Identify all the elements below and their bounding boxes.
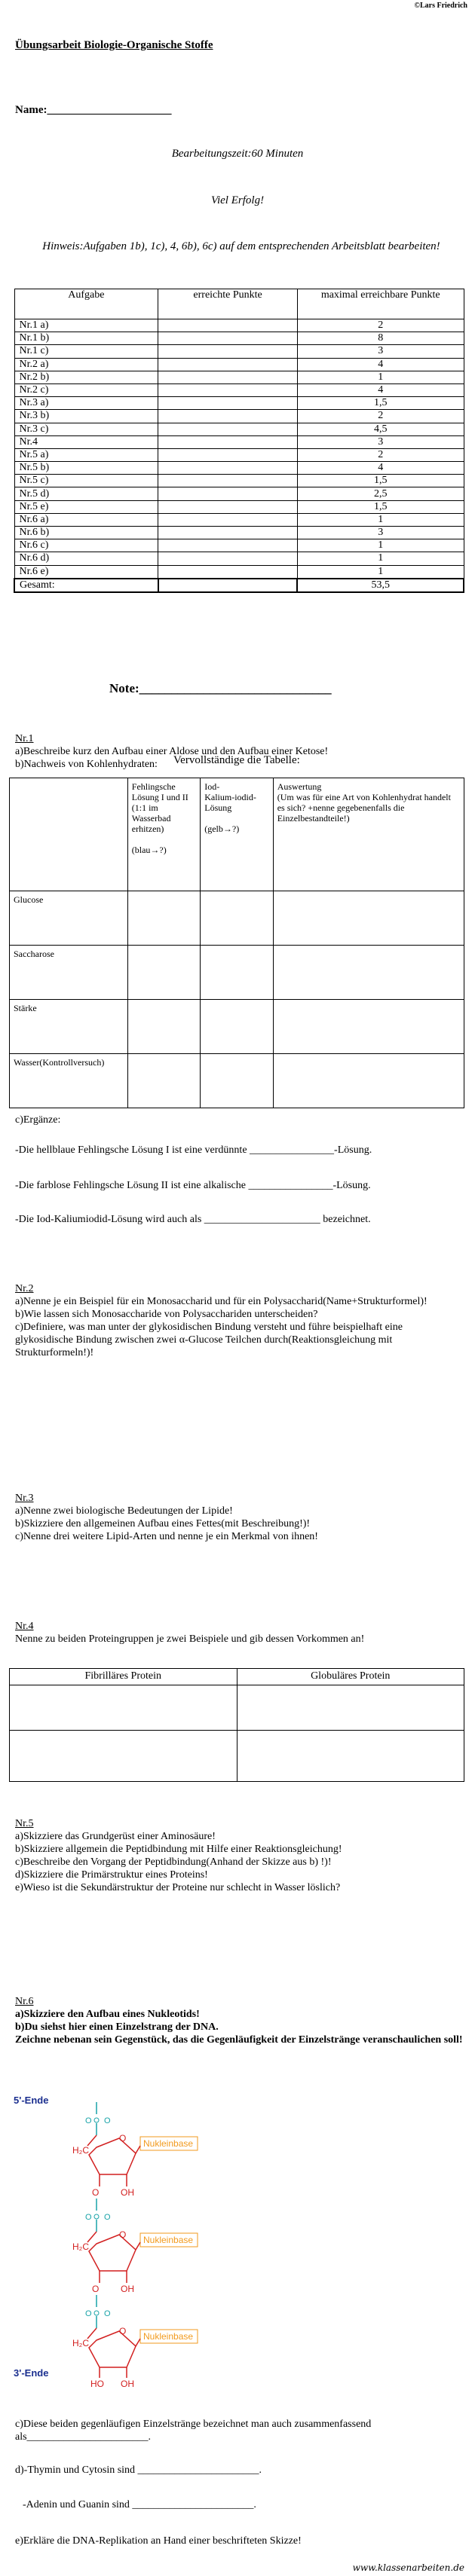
svg-text:H₂C: H₂C — [72, 2145, 89, 2156]
svg-text:OH: OH — [121, 2284, 134, 2294]
svg-text:OH: OH — [121, 2379, 134, 2389]
kh-corner — [10, 778, 128, 891]
kh-col-iod: Iod- Kalium-iodid-Lösung (gelb→?) — [201, 778, 273, 891]
task-6c: c)Diese beiden gegenläufigen Einzelstränge bezeichnet man auch zusammenfassend als_______________________. — [15, 2419, 372, 2443]
points-task: Nr.5 c) — [14, 475, 158, 487]
task-6-heading: Nr.6 — [15, 1996, 34, 2007]
svg-text:O: O — [92, 2187, 100, 2198]
points-max: 3 — [297, 527, 464, 539]
points-total-label: Gesamt: — [14, 579, 158, 592]
col-task: Aufgabe — [14, 289, 158, 319]
points-row — [14, 539, 464, 552]
points-max: 1 — [297, 371, 464, 383]
points-total-max: 53,5 — [297, 579, 464, 592]
kh-col-auswertung: Auswertung (Um was für eine Art von Kohlenhydrat handelt es sich? +nenne gegebenenfalls die Einzelbestandteile!) — [273, 778, 464, 891]
points-task: Nr.4 — [14, 435, 158, 448]
task-2b: b)Wie lassen sich Monosaccharide von Polysacchariden unterscheiden? — [15, 1309, 318, 1320]
col-max: maximal erreichbare Punkte — [297, 289, 464, 319]
base-label-1: Nukleinbase — [143, 2138, 194, 2149]
points-max: 1 — [297, 565, 464, 579]
name-blank: ______________________ — [47, 104, 172, 116]
points-row — [14, 487, 464, 500]
points-achieved — [158, 371, 298, 383]
points-row — [14, 397, 464, 410]
carbohydrate-table — [9, 778, 464, 1108]
task-1c-3: -Die Iod-Kaliumiodid-Lösung wird auch als ______________________ bezeichnet. — [15, 1214, 371, 1225]
points-achieved — [158, 383, 298, 396]
task-3c: c)Nenne drei weitere Lipid-Arten und nenne je ein Merkmal von ihnen! — [15, 1531, 318, 1542]
task-6b: b)Du siehst hier einen Einzelstrang der DNA. — [15, 2021, 219, 2033]
points-task: Nr.5 d) — [14, 487, 158, 500]
points-task: Nr.5 a) — [14, 448, 158, 461]
points-task: Nr.6 d) — [14, 552, 158, 565]
svg-text:O: O — [104, 2116, 111, 2125]
points-achieved — [158, 448, 298, 461]
task-5c: c)Beschreibe den Vorgang der Peptidbindung(Anhand der Skizze aus b) !)! — [15, 1856, 332, 1868]
name-label: Name: — [15, 104, 48, 116]
task-6a: a)Skizziere den Aufbau eines Nukleotids! — [15, 2009, 200, 2020]
svg-text:O: O — [119, 2326, 127, 2336]
points-achieved — [158, 552, 298, 565]
task-3-heading: Nr.3 — [15, 1493, 34, 1504]
task-2c: c)Definiere, was man unter der glykosidischen Bindung versteht und führe beispielhaft eine glykosidische Bindung zwischen zwei α-Glucose Teilchen durch(Reaktionsgleichung mit Strukturformeln!)! — [15, 1322, 403, 1358]
task-1b: b)Nachweis von Kohlenhydraten: — [15, 759, 158, 770]
page-title: Übungsarbeit Biologie-Organische Stoffe — [15, 39, 213, 51]
task-5e: e)Wieso ist die Sekundärstruktur der Proteine nur schlecht in Wasser löslich? — [15, 1882, 341, 1893]
points-achieved — [158, 358, 298, 371]
points-achieved — [158, 319, 298, 332]
kh-row-label: Wasser(Kontrollversuch) — [10, 1054, 128, 1108]
points-achieved — [158, 513, 298, 526]
dna-strand-diagram — [14, 2093, 240, 2402]
svg-text:O: O — [85, 2309, 92, 2318]
kh-row-label: Glucose — [10, 891, 128, 946]
points-task: Nr.1 c) — [14, 345, 158, 358]
points-max: 8 — [297, 332, 464, 345]
points-max: 4 — [297, 358, 464, 371]
nucleotide-1 — [72, 2102, 198, 2198]
points-total-row — [14, 579, 464, 592]
points-achieved — [158, 539, 298, 552]
good-luck: Viel Erfolg! — [210, 194, 265, 206]
points-max: 3 — [297, 345, 464, 358]
task-2 — [15, 1282, 460, 1359]
points-task: Nr.3 c) — [14, 423, 158, 435]
points-task: Nr.3 a) — [14, 397, 158, 410]
five-prime-end-label: 5'-Ende — [14, 2095, 49, 2106]
protein-col-globular: Globuläres Protein — [237, 1669, 464, 1685]
points-row — [14, 500, 464, 513]
task-6d-1: d)-Thymin und Cytosin sind _______________________. — [15, 2464, 262, 2476]
protein-table — [9, 1668, 464, 1782]
task-6 — [15, 1995, 467, 2046]
points-row — [14, 462, 464, 475]
task-5 — [15, 1817, 467, 1894]
points-task: Nr.6 b) — [14, 527, 158, 539]
points-row — [14, 552, 464, 565]
points-achieved — [158, 332, 298, 345]
points-row — [14, 371, 464, 383]
points-row — [14, 435, 464, 448]
task-1c-1: -Die hellblaue Fehlingsche Lösung I ist eine verdünnte ________________-Lösung. — [15, 1144, 372, 1156]
svg-text:O: O — [104, 2213, 111, 2222]
points-max: 3 — [297, 435, 464, 448]
points-row — [14, 345, 464, 358]
kh-row-label: Saccharose — [10, 946, 128, 1000]
kh-row-label: Stärke — [10, 1000, 128, 1054]
points-total-achieved — [158, 579, 298, 592]
points-achieved — [158, 487, 298, 500]
task-5b: b)Skizziere allgemein die Peptidbindung mit Hilfe einer Reaktionsgleichung! — [15, 1844, 342, 1855]
nucleotide-2 — [72, 2199, 198, 2294]
task-2-heading: Nr.2 — [15, 1283, 34, 1294]
points-max: 2 — [297, 410, 464, 423]
svg-text:O: O — [119, 2133, 127, 2144]
task-2a: a)Nenne je ein Beispiel für ein Monosaccharid und für ein Polysaccharid(Name+Strukturformel)! — [15, 1296, 428, 1307]
points-task: Nr.2 c) — [14, 383, 158, 396]
task-4-heading: Nr.4 — [15, 1621, 34, 1632]
svg-text:O: O — [85, 2116, 92, 2125]
task-1c: c)Ergänze: — [15, 1114, 61, 1126]
task-6d-2: -Adenin und Guanin sind _______________________. — [23, 2499, 256, 2510]
points-task: Nr.5 e) — [14, 500, 158, 513]
three-prime-end-label: 3'-Ende — [14, 2367, 49, 2379]
task-5d: d)Skizziere die Primärstruktur eines Proteins! — [15, 1869, 208, 1881]
points-max: 1 — [297, 539, 464, 552]
footer-url: www.klassenarbeiten.de — [352, 2562, 464, 2573]
points-max: 4 — [297, 383, 464, 396]
svg-text:O: O — [104, 2309, 111, 2318]
points-achieved — [158, 475, 298, 487]
points-achieved — [158, 565, 298, 579]
points-task: Nr.2 b) — [14, 371, 158, 383]
task-5-heading: Nr.5 — [15, 1818, 34, 1829]
svg-text:H₂C: H₂C — [72, 2338, 89, 2348]
points-max: 4,5 — [297, 423, 464, 435]
svg-text:O: O — [92, 2284, 100, 2294]
points-achieved — [158, 500, 298, 513]
base-label-2: Nukleinbase — [143, 2235, 194, 2245]
svg-text:H₂C: H₂C — [72, 2241, 89, 2252]
points-max: 1,5 — [297, 475, 464, 487]
points-achieved — [158, 345, 298, 358]
points-max: 1,5 — [297, 500, 464, 513]
points-achieved — [158, 435, 298, 448]
kh-col-fehling: Fehlingsche Lösung I und II (1:1 im Wasserbad erhitzen) (blau→?) — [127, 778, 200, 891]
base-label-3: Nukleinbase — [143, 2331, 194, 2342]
points-max: 4 — [297, 462, 464, 475]
svg-text:O: O — [119, 2229, 127, 2240]
points-achieved — [158, 462, 298, 475]
points-achieved — [158, 410, 298, 423]
points-row — [14, 383, 464, 396]
task-4 — [15, 1620, 460, 1646]
task-3a: a)Nenne zwei biologische Bedeutungen der Lipide! — [15, 1505, 233, 1517]
duration: Bearbeitungszeit:60 Minuten — [171, 148, 304, 160]
nucleotide-3 — [72, 2295, 198, 2389]
points-row — [14, 410, 464, 423]
task-6b-2: Zeichne nebenan sein Gegenstück, das die Gegenläufigkeit der Einzelstränge veranschaulichen soll! — [15, 2034, 463, 2046]
task-1-heading: Nr.1 — [15, 733, 34, 744]
points-row — [14, 527, 464, 539]
table-title: Vervollständige die Tabelle: — [173, 754, 300, 766]
points-task: Nr.1 b) — [14, 332, 158, 345]
points-row — [14, 448, 464, 461]
svg-text:OH: OH — [121, 2187, 134, 2198]
note-line: Note:______________________________ — [109, 681, 332, 695]
task-4-text: Nenne zu beiden Proteingruppen je zwei Beispiele und gib dessen Vorkommen an! — [15, 1633, 365, 1645]
task-3 — [15, 1492, 460, 1543]
points-task: Nr.1 a) — [14, 319, 158, 332]
svg-text:O: O — [85, 2213, 92, 2222]
points-task: Nr.6 c) — [14, 539, 158, 552]
task-6e: e)Erkläre die DNA-Replikation an Hand einer beschrifteten Skizze! — [15, 2535, 302, 2547]
hint: Hinweis:Aufgaben 1b), 1c), 4, 6b), 6c) auf dem entsprechenden Arbeitsblatt bearbeiten! — [42, 240, 440, 252]
points-achieved — [158, 397, 298, 410]
points-achieved — [158, 527, 298, 539]
points-table — [14, 289, 464, 593]
svg-text:HO: HO — [90, 2379, 104, 2389]
points-task: Nr.6 a) — [14, 513, 158, 526]
points-max: 2 — [297, 319, 464, 332]
points-task: Nr.2 a) — [14, 358, 158, 371]
copyright: ©Lars Friedrich — [414, 2, 467, 10]
task-5a: a)Skizziere das Grundgerüst einer Aminosäure! — [15, 1831, 216, 1842]
points-max: 2 — [297, 448, 464, 461]
points-max: 1 — [297, 513, 464, 526]
points-row — [14, 475, 464, 487]
points-row — [14, 332, 464, 345]
points-task: Nr.3 b) — [14, 410, 158, 423]
points-max: 1 — [297, 552, 464, 565]
points-max: 1,5 — [297, 397, 464, 410]
points-achieved — [158, 423, 298, 435]
points-row — [14, 319, 464, 332]
points-task: Nr.5 b) — [14, 462, 158, 475]
points-row — [14, 513, 464, 526]
points-row — [14, 358, 464, 371]
name-field — [15, 104, 171, 117]
col-achieved: erreichte Punkte — [158, 289, 298, 319]
task-1c-2: -Die farblose Fehlingsche Lösung II ist eine alkalische ________________-Lösung. — [15, 1180, 371, 1191]
points-row — [14, 423, 464, 435]
protein-col-fibrillar: Fibrilläres Protein — [10, 1669, 238, 1685]
points-max: 2,5 — [297, 487, 464, 500]
points-task: Nr.6 e) — [14, 565, 158, 579]
task-3b: b)Skizziere den allgemeinen Aufbau eines Fettes(mit Beschreibung!)! — [15, 1518, 311, 1529]
task-1a: a)Beschreibe kurz den Aufbau einer Aldose und den Aufbau einer Ketose! — [15, 746, 329, 757]
points-row — [14, 565, 464, 579]
